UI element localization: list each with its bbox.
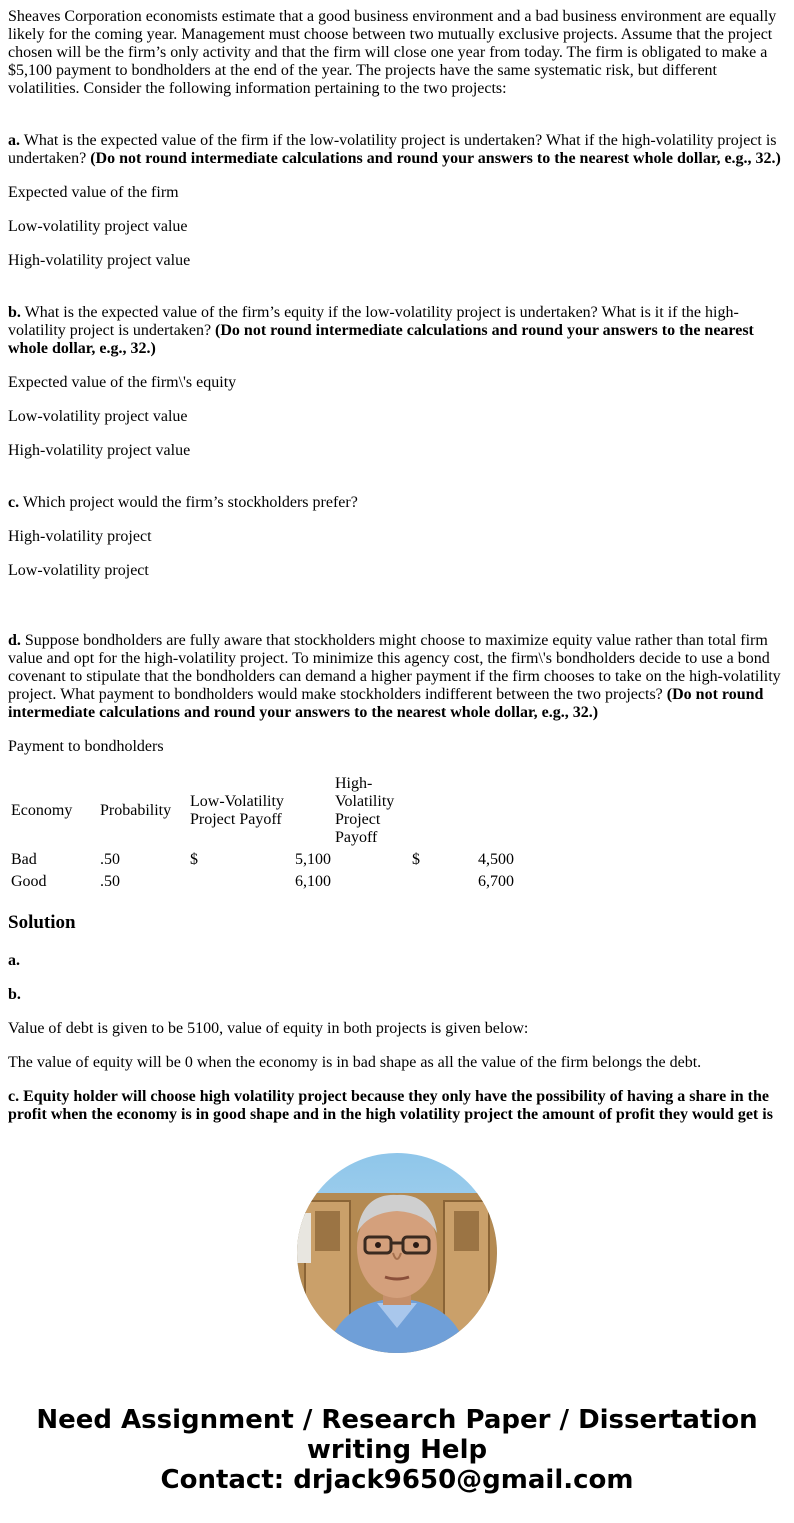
question-a-heading: Expected value of the firm [8, 184, 179, 201]
solution-paragraph-1: Value of debt is given to be 5100, value of equity in both projects is given below: [8, 1020, 529, 1037]
cell-economy: Bad [11, 851, 37, 868]
avatar-portrait-icon [297, 1153, 497, 1353]
table-header-row [10, 774, 515, 848]
question-a-high-label: High-volatility project value [8, 252, 191, 269]
cell-high-currency [334, 872, 421, 892]
author-avatar [297, 1153, 497, 1353]
question-b-text: What is the expected value of the firm’s equity if the low-volatility project is undertaken? What is it if the high-volatility project is undertaken? [8, 304, 739, 339]
payoff-table [8, 772, 517, 894]
cell-low-currency: $ [190, 851, 198, 868]
question-a-text: What is the expected value of the firm if the low-volatility project is undertaken? What if the high-volatility project is undertaken? [8, 132, 777, 167]
question-c [8, 494, 786, 512]
table-row [10, 850, 515, 870]
question-b-heading: Expected value of the firm\'s equity [8, 374, 237, 391]
cell-probability: .50 [100, 873, 120, 890]
cell-probability: .50 [100, 851, 120, 868]
question-d-heading: Payment to bondholders [8, 738, 164, 755]
question-c-option-low: Low-volatility project [8, 562, 149, 579]
cell-high-payoff: 6,700 [478, 873, 514, 890]
solution-b-label: b. [8, 986, 21, 1003]
question-a [8, 132, 786, 168]
question-b-letter: b. [8, 304, 21, 321]
header-probability: Probability [100, 802, 172, 819]
banner-line-1: Need Assignment / Research Paper / Dissertation [36, 1405, 758, 1435]
header-spacer [423, 774, 515, 848]
intro-paragraph: Sheaves Corporation economists estimate that a good business environment and a bad business environment are equally likely for the coming year. Management must choose between two mutually exclusive projects. Assume that the project chosen will be the firm’s only activity and that the firm will close one year from today. The firm is obligated to make a $5,100 payment to bondholders at the end of the year. The projects have the same systematic risk, but different volatilities. Consider the following information pertaining to the two projects: [8, 8, 777, 97]
banner-line-3: Contact: drjack9650@gmail.com [160, 1465, 634, 1495]
question-c-text: Which project would the firm’s stockholders prefer? [19, 494, 358, 511]
solution-c [8, 1088, 786, 1124]
solution-a [8, 952, 786, 970]
question-b-high-label: High-volatility project value [8, 442, 191, 459]
cell-low-payoff: 5,100 [295, 851, 331, 868]
header-economy: Economy [11, 802, 73, 819]
question-c-letter: c. [8, 494, 20, 511]
question-d-letter: d. [8, 632, 21, 649]
cell-low-payoff: 6,100 [295, 873, 331, 890]
table-row [10, 872, 515, 892]
document-body [8, 8, 786, 1140]
contact-banner [0, 1405, 794, 1495]
cell-low-currency [189, 872, 291, 892]
question-c-option-high: High-volatility project [8, 528, 152, 545]
header-high-volatility: High-Volatility Project Payoff [335, 775, 395, 846]
question-d-text: Suppose bondholders are fully aware that stockholders might choose to maximize equity value rather than total firm value and opt for the high-volatility project. To minimize this agency cost, the firm\'s bondholders decide to use a bond covenant to stipulate that the bondholders can demand a higher payment if the firm chooses to take on the high-volatility project. What payment to bondholders would make stockholders indifferent between the two projects? [8, 632, 781, 703]
cell-economy: Good [11, 873, 47, 890]
header-low-volatility: Low-Volatility Project Payoff [190, 793, 284, 828]
solution-title: Solution [8, 912, 76, 933]
cell-high-currency: $ [412, 851, 420, 868]
cell-high-payoff: 4,500 [478, 851, 514, 868]
question-a-letter: a. [8, 132, 20, 149]
question-d [8, 632, 786, 722]
question-a-low-label: Low-volatility project value [8, 218, 188, 235]
question-b-low-label: Low-volatility project value [8, 408, 188, 425]
question-a-instruction: (Do not round intermediate calculations and round your answers to the nearest whole dollar, e.g., 32.) [90, 150, 781, 167]
question-d-instruction: (Do not round intermediate calculations and round your answers to the nearest whole dollar, e.g., 32.) [8, 686, 764, 721]
solution-b [8, 986, 786, 1004]
solution-paragraph-2: The value of equity will be 0 when the economy is in bad shape as all the value of the firm belongs the debt. [8, 1054, 702, 1071]
question-b [8, 304, 786, 358]
solution-c-text: c. Equity holder will choose high volatility project because they only have the possibility of having a share in the profit when the economy is in good shape and in the high volatility project the amount of profit they would get is [8, 1088, 773, 1123]
banner-line-2: writing Help [306, 1435, 488, 1465]
solution-a-label: a. [8, 952, 20, 969]
question-b-instruction: (Do not round intermediate calculations and round your answers to the nearest whole dollar, e.g., 32.) [8, 322, 754, 357]
